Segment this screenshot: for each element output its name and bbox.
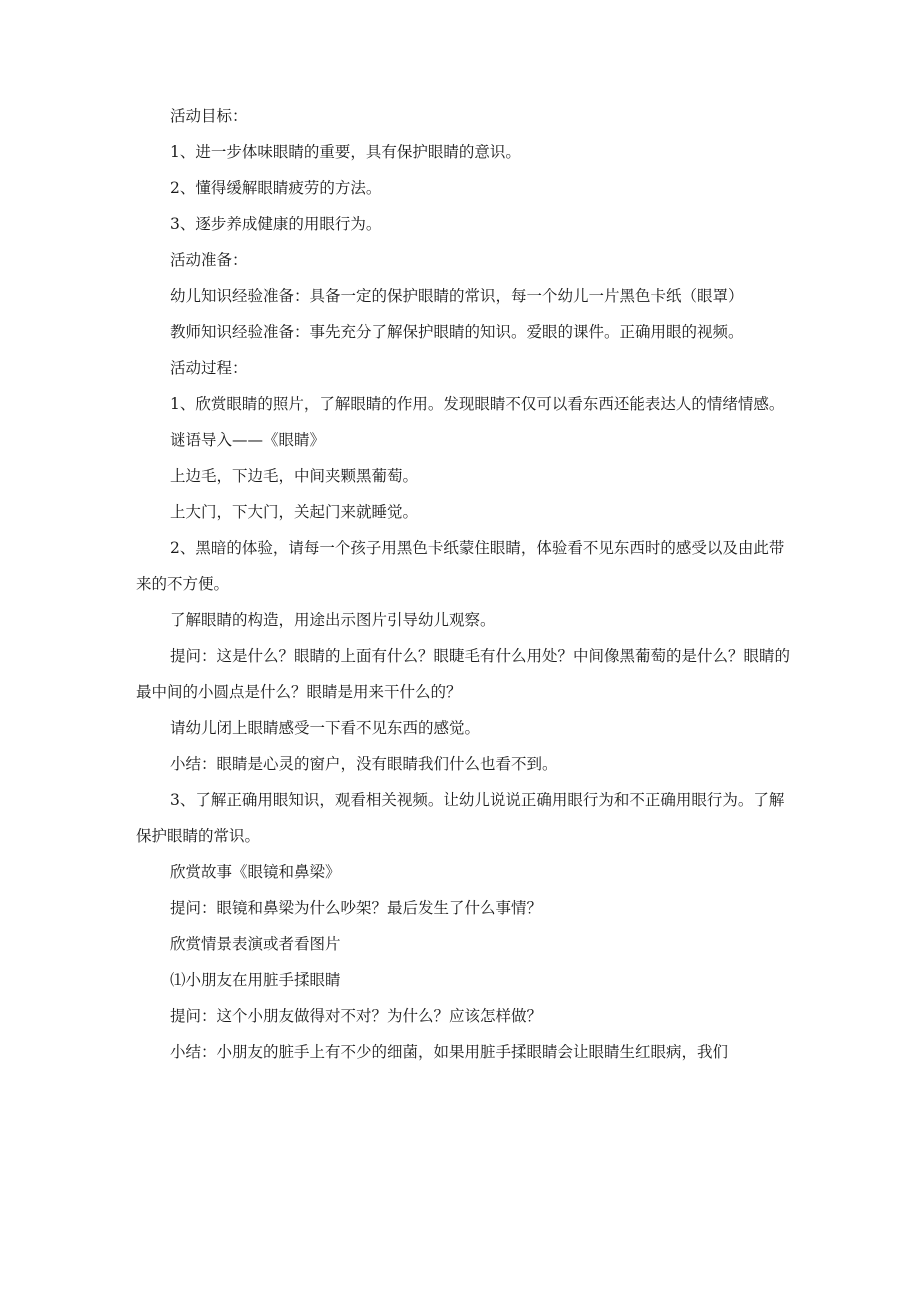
process-step-3: 3、了解正确用眼知识，观看相关视频。让幼儿说说正确用眼行为和不正确用眼行为。了解保护眼睛的常识。	[136, 791, 785, 845]
riddle-line-1: 上边毛，下边毛，中间夹颗黑葡萄。	[170, 467, 419, 485]
scene-intro: 欣赏情景表演或者看图片	[170, 935, 341, 953]
question-scene: 提问：这个小朋友做得对不对？为什么？应该怎样做？	[170, 1007, 543, 1025]
goal-item-3: 3、逐步养成健康的用眼行为。	[170, 215, 382, 233]
preparation-children: 幼儿知识经验准备：具备一定的保护眼睛的常识，每一个幼儿一片黑色卡纸（眼罩）	[170, 287, 744, 305]
riddle-line-2: 上大门，下大门，关起门来就睡觉。	[170, 503, 419, 521]
close-eyes-instruction: 请幼儿闭上眼睛感受一下看不见东西的感觉。	[170, 719, 481, 737]
heading-activity-preparation: 活动准备：	[170, 251, 248, 269]
riddle-intro: 谜语导入——《眼睛》	[170, 431, 326, 449]
story-title: 欣赏故事《眼镜和鼻梁》	[170, 863, 341, 881]
goal-item-1: 1、进一步体味眼睛的重要，具有保护眼睛的意识。	[170, 143, 521, 161]
preparation-teacher: 教师知识经验准备：事先充分了解保护眼睛的知识。爱眼的课件。正确用眼的视频。	[170, 323, 744, 341]
question-eye-structure: 提问：这是什么？眼睛的上面有什么？眼睫毛有什么用处？中间像黑葡萄的是什么？眼睛的最中间的小圆点是什么？眼睛是用来干什么的？	[136, 647, 791, 701]
document-page	[136, 98, 796, 1070]
process-step-2: 2、黑暗的体验，请每一个孩子用黑色卡纸蒙住眼睛，体验看不见东西时的感受以及由此带来的不方便。	[136, 539, 785, 593]
process-step-1: 1、欣赏眼睛的照片，了解眼睛的作用。发现眼睛不仅可以看东西还能表达人的情绪情感。	[170, 395, 785, 413]
heading-activity-goals: 活动目标：	[170, 107, 248, 125]
summary-eyes-window: 小结：眼睛是心灵的窗户，没有眼睛我们什么也看不到。	[170, 755, 558, 773]
summary-dirty-hands: 小结：小朋友的脏手上有不少的细菌，如果用脏手揉眼睛会让眼睛生红眼病，我们	[170, 1043, 729, 1061]
goal-item-2: 2、懂得缓解眼睛疲劳的方法。	[170, 179, 382, 197]
eye-structure-intro: 了解眼睛的构造，用途出示图片引导幼儿观察。	[170, 611, 496, 629]
question-story: 提问：眼镜和鼻梁为什么吵架？最后发生了什么事情？	[170, 899, 543, 917]
heading-activity-process: 活动过程：	[170, 359, 248, 377]
scene-item-1: ⑴小朋友在用脏手揉眼睛	[170, 971, 341, 989]
